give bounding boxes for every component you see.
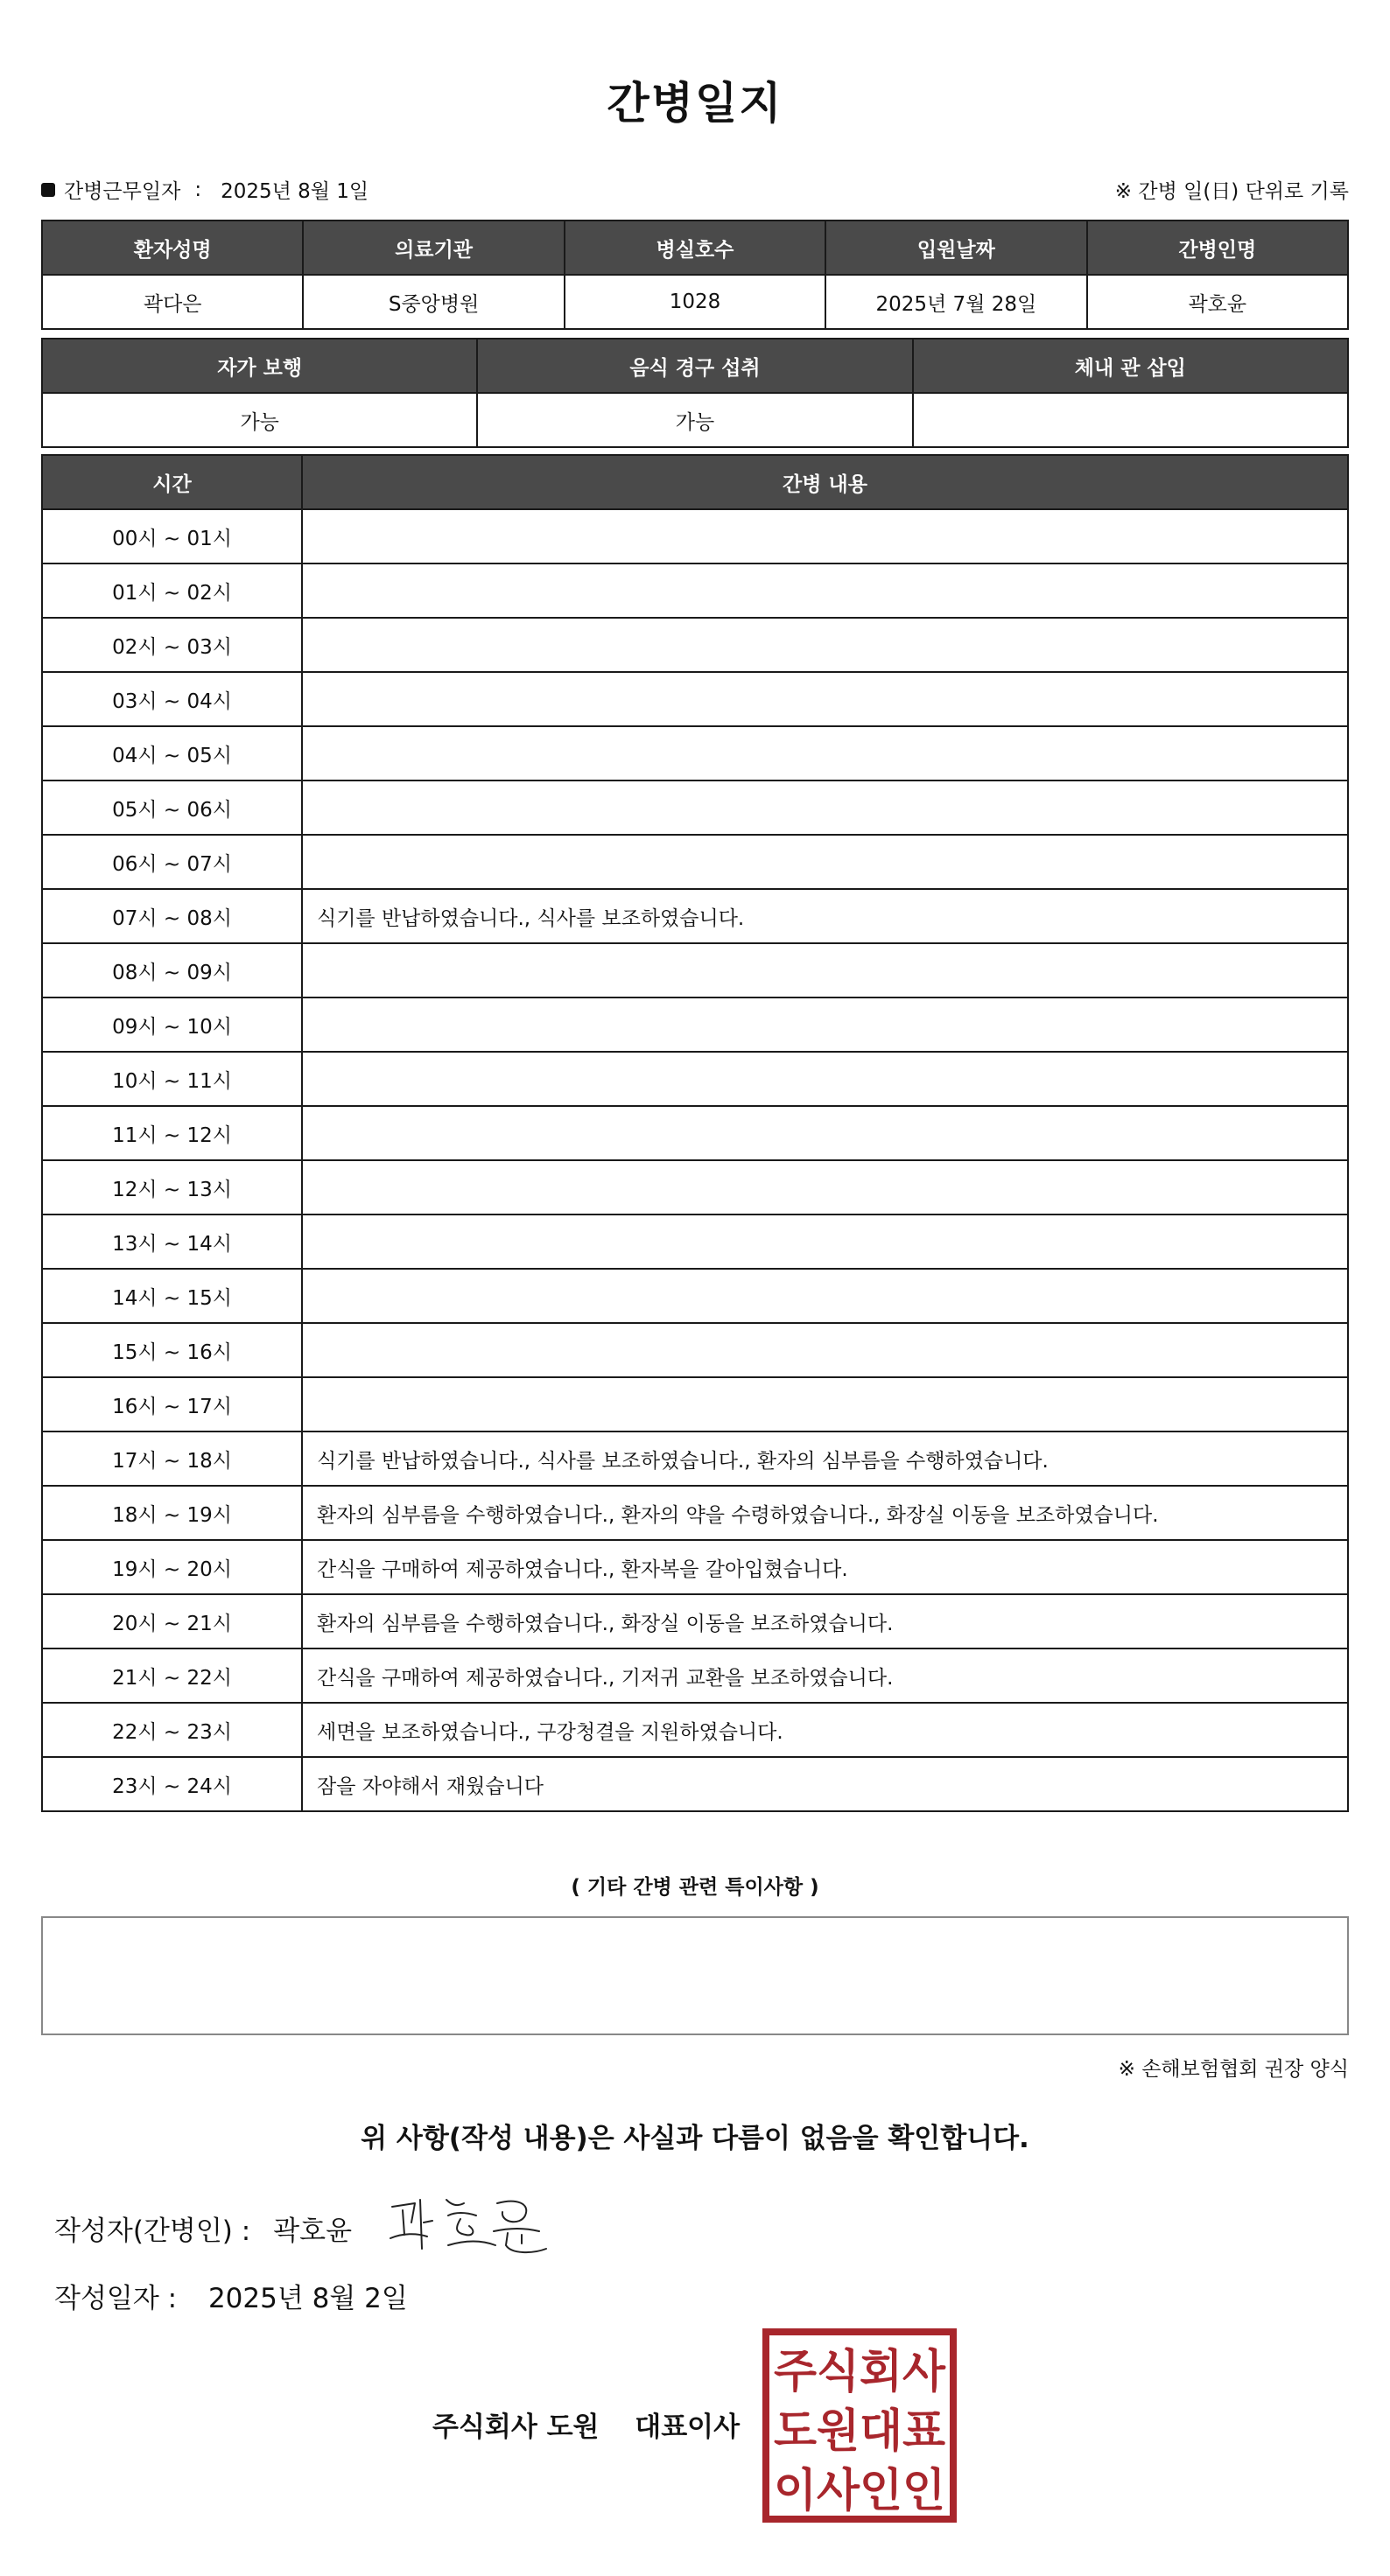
care-log-row bbox=[42, 1323, 1348, 1377]
care-log-time: 01시 ~ 02시 bbox=[42, 564, 302, 618]
seal-line-3: 이사인인 bbox=[774, 2465, 945, 2517]
patient-status-table bbox=[41, 338, 1349, 448]
patient-name: 곽다은 bbox=[42, 275, 303, 329]
tube-insertion-value bbox=[913, 393, 1348, 447]
header-room-number: 병실호수 bbox=[565, 220, 825, 275]
care-log-time: 13시 ~ 14시 bbox=[42, 1214, 302, 1269]
care-log-row bbox=[42, 672, 1348, 726]
bullet-square-icon bbox=[41, 183, 55, 197]
care-log-body bbox=[42, 509, 1348, 1811]
care-log-row bbox=[42, 1160, 1348, 1214]
care-log-content bbox=[302, 780, 1348, 835]
care-log-time: 10시 ~ 11시 bbox=[42, 1052, 302, 1106]
care-log-time: 02시 ~ 03시 bbox=[42, 618, 302, 672]
oral-intake-value: 가능 bbox=[477, 393, 912, 447]
care-log-content bbox=[302, 1160, 1348, 1214]
care-log-content bbox=[302, 1214, 1348, 1269]
care-log-content bbox=[302, 618, 1348, 672]
confirmation-statement: 위 사항(작성 내용)은 사실과 다름이 없음을 확인합니다. bbox=[361, 2123, 1029, 2154]
care-log-content bbox=[302, 1052, 1348, 1106]
care-log-time: 00시 ~ 01시 bbox=[42, 509, 302, 564]
care-log-content bbox=[302, 672, 1348, 726]
work-date-row bbox=[41, 175, 369, 204]
work-date-separator: : bbox=[194, 178, 202, 201]
care-log-content: 잠을 자야해서 재웠습니다 bbox=[302, 1757, 1348, 1811]
care-log-time: 15시 ~ 16시 bbox=[42, 1323, 302, 1377]
header-self-walking: 자가 보행 bbox=[42, 339, 477, 393]
care-log-content bbox=[302, 998, 1348, 1052]
company-row bbox=[432, 2404, 740, 2444]
care-log-row bbox=[42, 1757, 1348, 1811]
care-log-row bbox=[42, 1214, 1348, 1269]
care-log-row bbox=[42, 1269, 1348, 1323]
care-log-row bbox=[42, 835, 1348, 889]
care-log-time: 05시 ~ 06시 bbox=[42, 780, 302, 835]
form-source-note: ※ 손해보험협회 권장 양식 bbox=[1118, 2058, 1349, 2081]
care-log-time: 09시 ~ 10시 bbox=[42, 998, 302, 1052]
written-date-value: 2025년 8월 2일 bbox=[207, 2283, 408, 2314]
header-caregiver-name: 간병인명 bbox=[1087, 220, 1348, 275]
care-log-content: 간식을 구매하여 제공하였습니다., 환자복을 갈아입혔습니다. bbox=[302, 1540, 1348, 1594]
care-log-content bbox=[302, 1377, 1348, 1432]
special-notes-title: ( 기타 간병 관련 특이사항 ) bbox=[571, 1876, 819, 1899]
care-log-row bbox=[42, 889, 1348, 943]
caregiver-name: 곽호윤 bbox=[1087, 275, 1348, 329]
header-care-content: 간병 내용 bbox=[302, 455, 1348, 509]
patient-value-row bbox=[42, 275, 1348, 329]
care-log-content: 세면을 보조하였습니다., 구강청결을 지원하였습니다. bbox=[302, 1703, 1348, 1757]
care-log-content bbox=[302, 1323, 1348, 1377]
care-log-time: 22시 ~ 23시 bbox=[42, 1703, 302, 1757]
care-log-time: 21시 ~ 22시 bbox=[42, 1648, 302, 1703]
work-date-label: 간병근무일자 bbox=[64, 180, 181, 203]
care-log-time: 04시 ~ 05시 bbox=[42, 726, 302, 780]
representative-title: 대표이사 bbox=[635, 2412, 741, 2443]
care-log-content bbox=[302, 943, 1348, 998]
seal-line-1: 주식회사 bbox=[774, 2346, 946, 2398]
care-log-content bbox=[302, 1269, 1348, 1323]
hospital-name: S중앙병원 bbox=[303, 275, 564, 329]
writer-name: 곽호윤 bbox=[273, 2216, 353, 2247]
care-log-time: 16시 ~ 17시 bbox=[42, 1377, 302, 1432]
care-log-row bbox=[42, 1594, 1348, 1648]
care-log-row bbox=[42, 1703, 1348, 1757]
header-oral-intake: 음식 경구 섭취 bbox=[477, 339, 912, 393]
care-log-time: 03시 ~ 04시 bbox=[42, 672, 302, 726]
care-log-header-row bbox=[42, 455, 1348, 509]
care-log-time: 18시 ~ 19시 bbox=[42, 1486, 302, 1540]
care-log-row bbox=[42, 1377, 1348, 1432]
care-log-time: 20시 ~ 21시 bbox=[42, 1594, 302, 1648]
care-log-time: 11시 ~ 12시 bbox=[42, 1106, 302, 1160]
care-log-content: 환자의 심부름을 수행하였습니다., 환자의 약을 수령하였습니다., 화장실 이동을 보조하였습니다. bbox=[302, 1486, 1348, 1540]
care-log-row bbox=[42, 998, 1348, 1052]
care-log-content bbox=[302, 564, 1348, 618]
care-log-content bbox=[302, 835, 1348, 889]
care-log-content bbox=[302, 509, 1348, 564]
admission-date: 2025년 7월 28일 bbox=[825, 275, 1086, 329]
care-log-row bbox=[42, 618, 1348, 672]
care-log-content bbox=[302, 726, 1348, 780]
special-notes-box bbox=[41, 1916, 1349, 2035]
care-log-time: 14시 ~ 15시 bbox=[42, 1269, 302, 1323]
company-seal-stamp bbox=[762, 2328, 958, 2524]
written-date-label: 작성일자 : bbox=[54, 2283, 178, 2314]
care-log-row bbox=[42, 1486, 1348, 1540]
record-unit-note: ※ 간병 일(日) 단위로 기록 bbox=[1114, 180, 1349, 203]
header-hospital: 의료기관 bbox=[303, 220, 564, 275]
room-number: 1028 bbox=[565, 275, 825, 329]
care-log-time: 08시 ~ 09시 bbox=[42, 943, 302, 998]
care-log-content: 간식을 구매하여 제공하였습니다., 기저귀 교환을 보조하였습니다. bbox=[302, 1648, 1348, 1703]
care-log-row bbox=[42, 1052, 1348, 1106]
header-patient-name: 환자성명 bbox=[42, 220, 303, 275]
care-log-content: 식기를 반납하였습니다., 식사를 보조하였습니다., 환자의 심부름을 수행하였습니다. bbox=[302, 1432, 1348, 1486]
patient-header-row bbox=[42, 220, 1348, 275]
handwritten-signature bbox=[385, 2188, 551, 2266]
self-walking-value: 가능 bbox=[42, 393, 477, 447]
care-log-content: 식기를 반납하였습니다., 식사를 보조하였습니다. bbox=[302, 889, 1348, 943]
care-log-row bbox=[42, 509, 1348, 564]
care-log-time: 12시 ~ 13시 bbox=[42, 1160, 302, 1214]
care-log-time: 19시 ~ 20시 bbox=[42, 1540, 302, 1594]
written-date-row bbox=[54, 2276, 408, 2315]
meta-row bbox=[41, 175, 1349, 210]
care-log-row bbox=[42, 780, 1348, 835]
writer-label: 작성자(간병인) : bbox=[54, 2216, 251, 2247]
care-log-table bbox=[41, 454, 1349, 1812]
status-value-row bbox=[42, 393, 1348, 447]
care-log-content bbox=[302, 1106, 1348, 1160]
header-admission-date: 입원날짜 bbox=[825, 220, 1086, 275]
page-title: 간병일지 bbox=[607, 78, 783, 129]
care-log-time: 07시 ~ 08시 bbox=[42, 889, 302, 943]
care-log-row bbox=[42, 564, 1348, 618]
company-name: 주식회사 도원 bbox=[432, 2412, 600, 2443]
care-log-row bbox=[42, 1540, 1348, 1594]
care-log-row bbox=[42, 1648, 1348, 1703]
patient-info-table bbox=[41, 220, 1349, 330]
writer-row bbox=[54, 2208, 352, 2248]
status-header-row bbox=[42, 339, 1348, 393]
care-log-row bbox=[42, 726, 1348, 780]
work-date-value: 2025년 8월 1일 bbox=[221, 180, 369, 203]
header-tube-insertion: 체내 관 삽입 bbox=[913, 339, 1348, 393]
header-time: 시간 bbox=[42, 455, 302, 509]
care-log-time: 23시 ~ 24시 bbox=[42, 1757, 302, 1811]
care-log-row bbox=[42, 943, 1348, 998]
seal-line-2: 도원대표 bbox=[774, 2405, 945, 2458]
care-log-row bbox=[42, 1432, 1348, 1486]
care-log-time: 06시 ~ 07시 bbox=[42, 835, 302, 889]
care-log-time: 17시 ~ 18시 bbox=[42, 1432, 302, 1486]
care-log-content: 환자의 심부름을 수행하였습니다., 화장실 이동을 보조하였습니다. bbox=[302, 1594, 1348, 1648]
care-log-row bbox=[42, 1106, 1348, 1160]
